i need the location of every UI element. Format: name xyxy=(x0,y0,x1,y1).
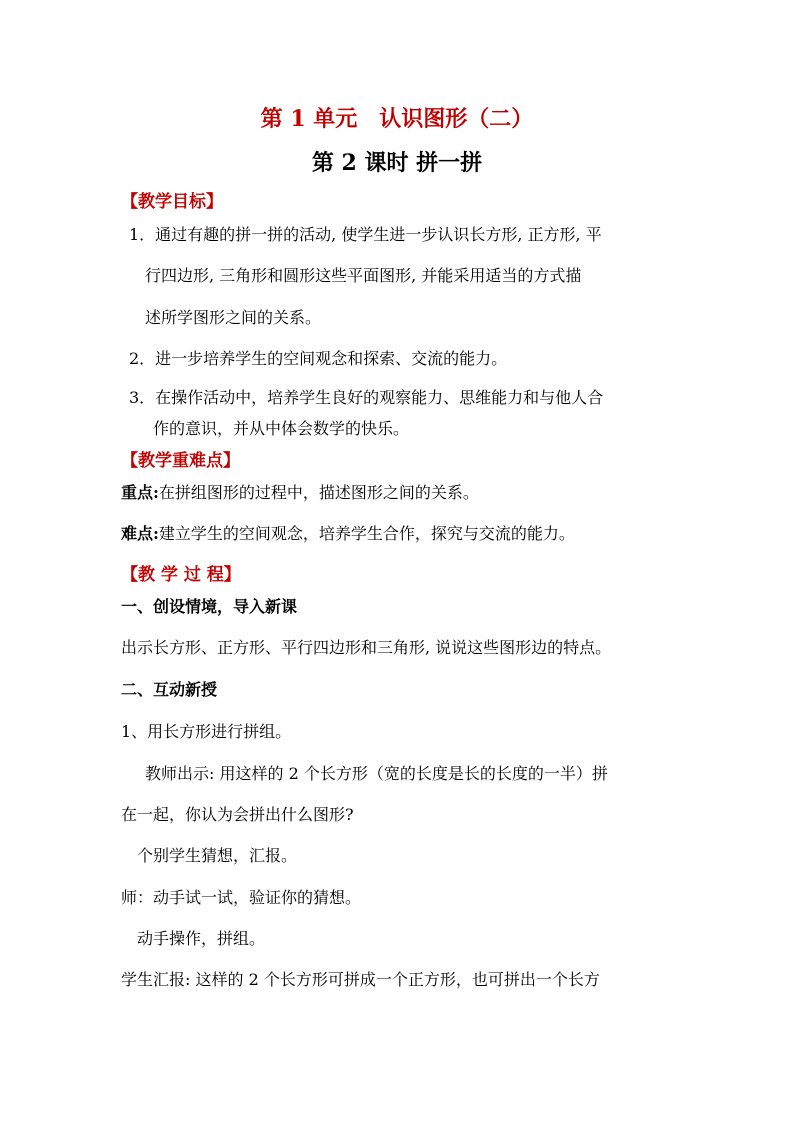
focus-label: 重点: xyxy=(121,483,159,502)
key-points-heading: 【教学重难点】 xyxy=(121,451,240,471)
part-1-title: 一、创设情境，导入新课 xyxy=(121,597,298,616)
student-operate: 动手操作，拼组。 xyxy=(137,929,266,948)
goal-item-2: 2．进一步培养学生的空间观念和探索、交流的能力。 xyxy=(129,349,508,368)
teacher-show-line-2: 在一起，你认为会拼出什么图形? xyxy=(121,805,354,824)
part-2-title: 二、互动新授 xyxy=(121,680,218,699)
process-heading: 【教 学 过 程】 xyxy=(121,565,241,585)
student-report: 学生汇报: 这样的 2 个长方形可拼成一个正方形，也可拼出一个长方 xyxy=(121,970,600,989)
difficulty-text: 建立学生的空间观念，培养学生合作，探究与交流的能力。 xyxy=(158,524,575,543)
difficulty-label: 难点: xyxy=(121,524,159,543)
goals-heading: 【教学目标】 xyxy=(121,192,223,212)
step-1: 1、用长方形进行拼组。 xyxy=(121,722,292,741)
goal-item-3-line-2: 作的意识，并从中体会数学的快乐。 xyxy=(153,419,410,438)
teacher-show-line-1: 教师出示: 用这样的 2 个长方形（宽的长度是长的长度的一半）拼 xyxy=(145,764,608,783)
goal-item-1-line-3: 述所学图形之间的关系。 xyxy=(145,308,322,327)
goal-item-1-line-1: 1．通过有趣的拼一拼的活动, 使学生进一步认识长方形, 正方形, 平 xyxy=(129,225,602,244)
student-guess: 个别学生猜想，汇报。 xyxy=(137,846,298,865)
focus-line xyxy=(121,480,479,503)
goal-item-1-line-2: 行四边形, 三角形和圆形这些平面图形, 并能采用适当的方式描 xyxy=(145,266,582,285)
lesson-title: 第 2 课时 拼一拼 xyxy=(311,150,483,176)
part-1-text: 出示长方形、正方形、平行四边形和三角形, 说说这些图形边的特点。 xyxy=(121,638,612,657)
difficulty-line xyxy=(121,521,575,544)
goal-item-3-line-1: 3．在操作活动中，培养学生良好的观察能力、思维能力和与他人合 xyxy=(129,388,604,407)
focus-text: 在拼组图形的过程中，描述图形之间的关系。 xyxy=(158,483,479,502)
teacher-instruction: 师：动手试一试，验证你的猜想。 xyxy=(121,888,362,907)
unit-title: 第 1 单元 认识图形（二） xyxy=(260,106,534,132)
